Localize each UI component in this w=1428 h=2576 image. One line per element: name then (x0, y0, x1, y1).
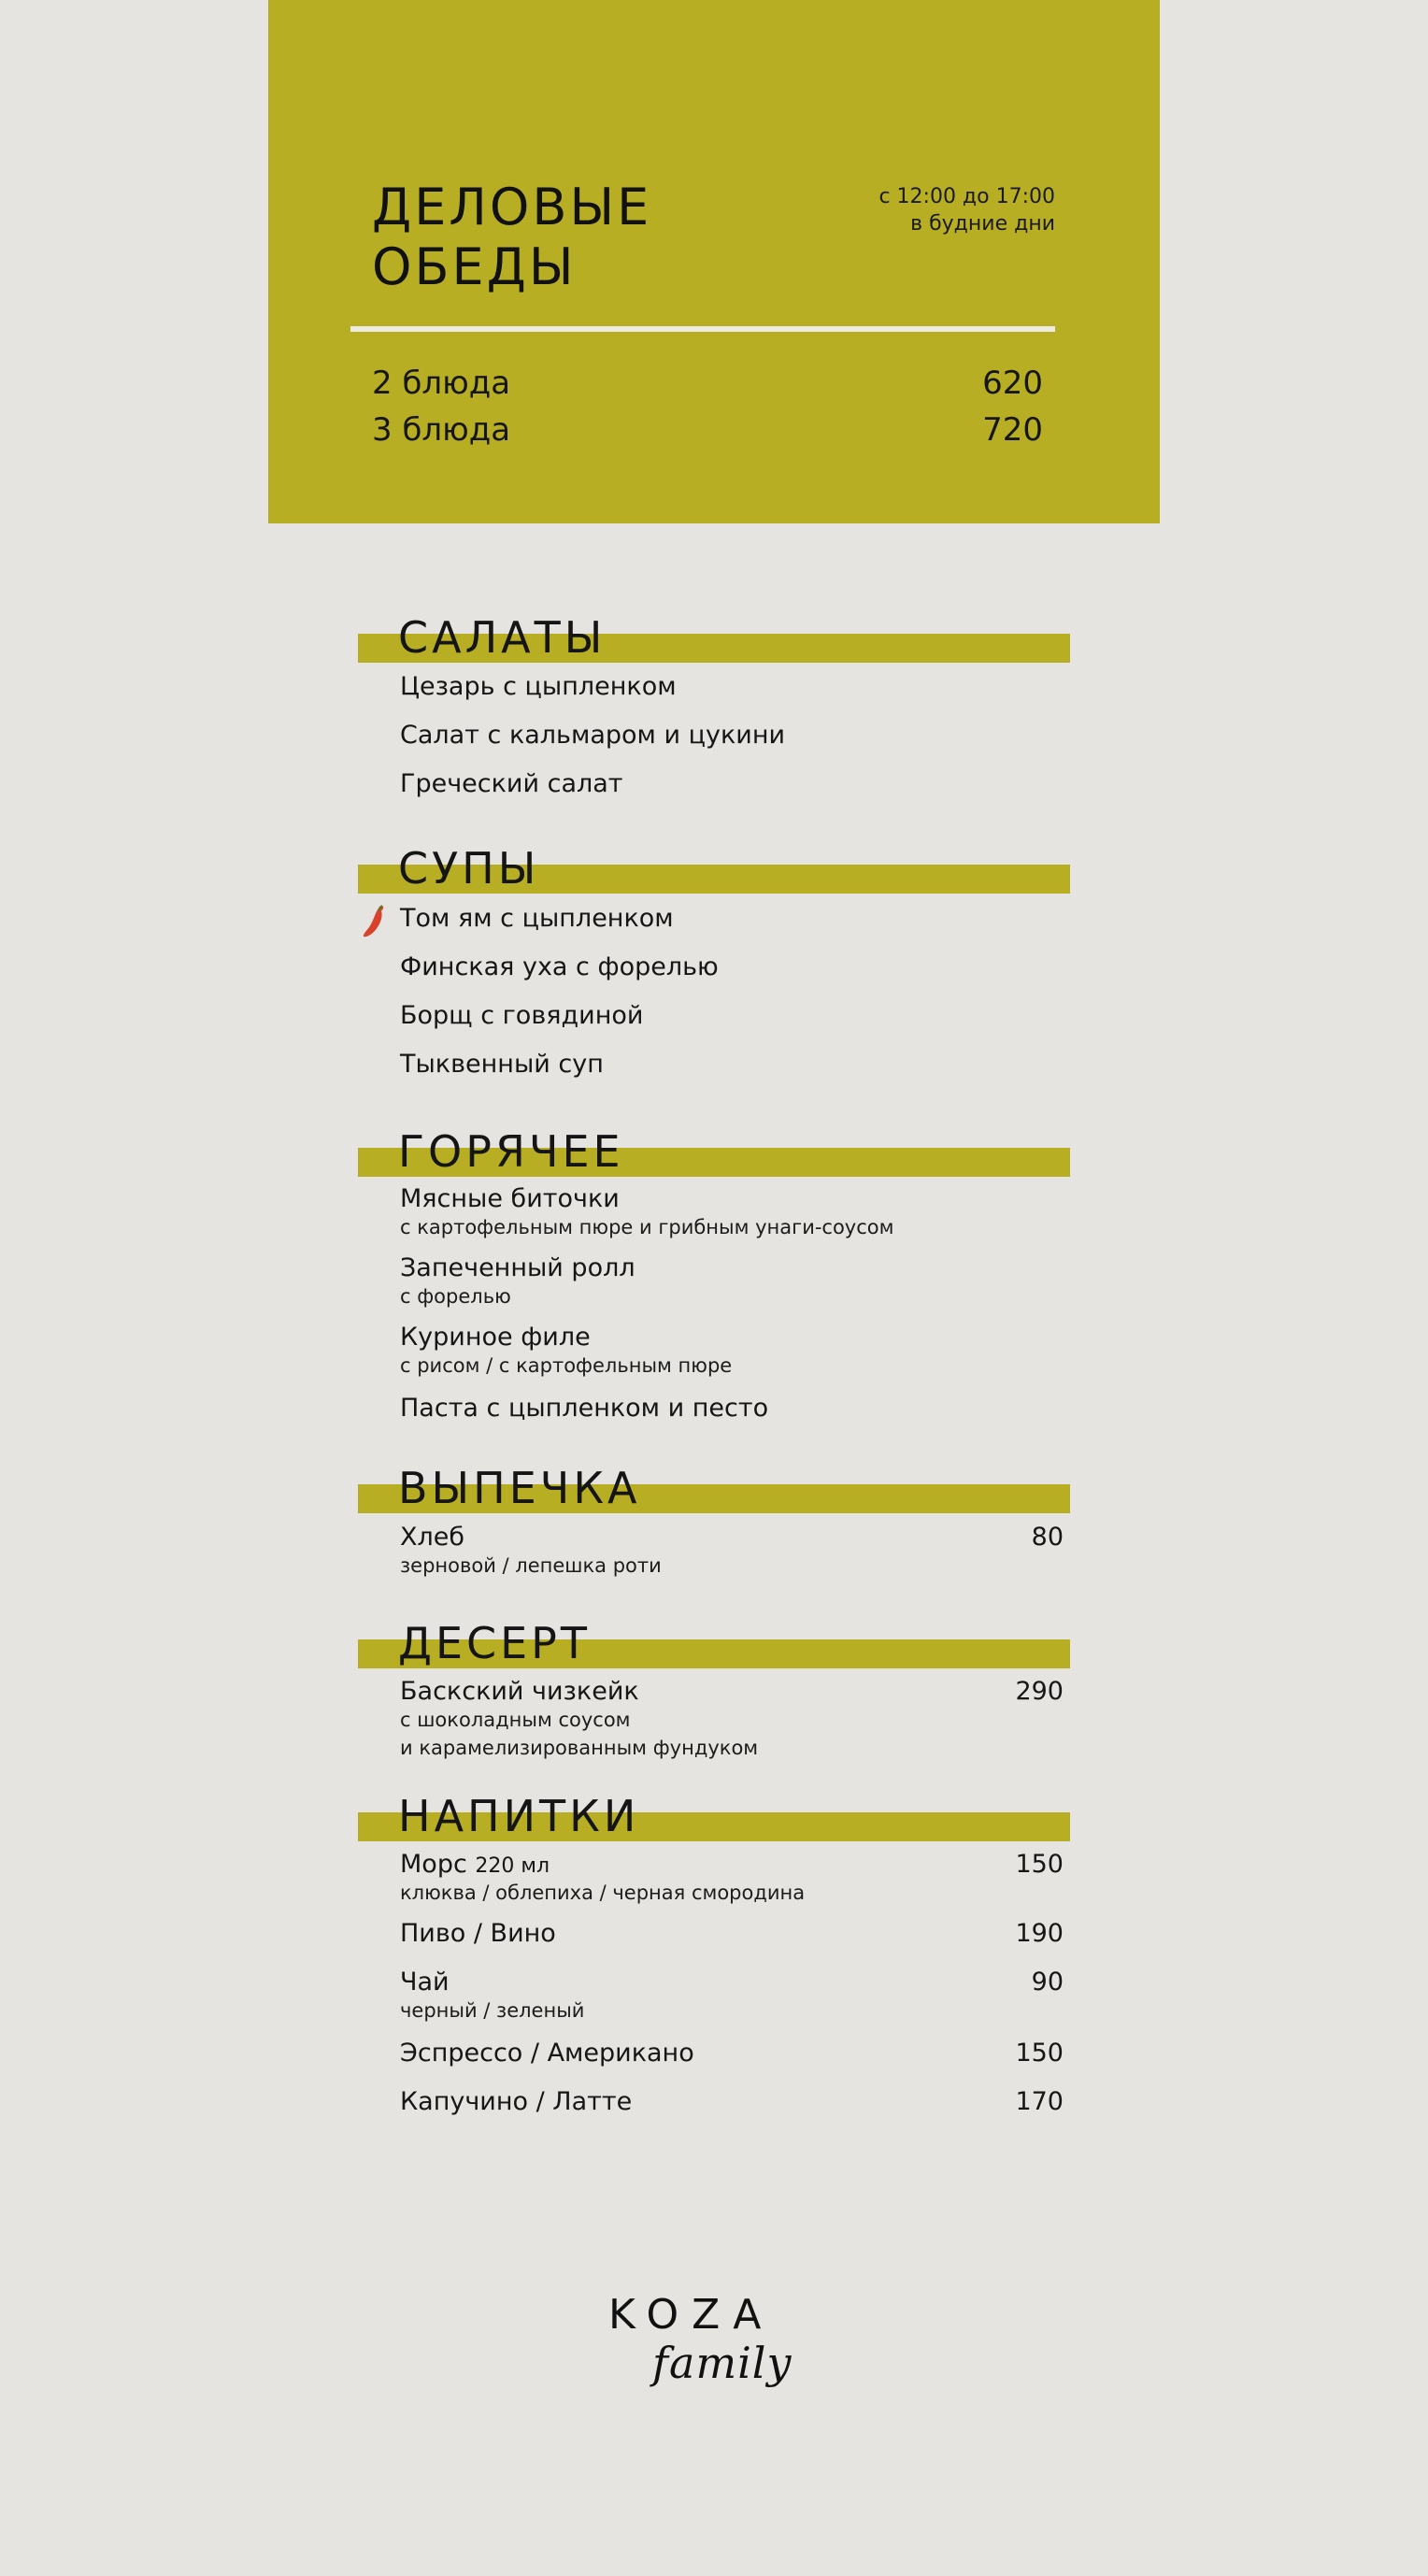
set-price: 720 (982, 411, 1043, 449)
menu-item-price: 150 (1015, 1850, 1064, 1879)
menu-item-price: 290 (1015, 1677, 1064, 1706)
logo-script: family (652, 2338, 793, 2388)
section-title-dessert: ДЕСЕРТ (398, 1618, 592, 1668)
menu-item-desc: клюква / облепиха / черная смородина (400, 1882, 806, 1904)
section-title-soups: СУПЫ (398, 843, 540, 894)
chili-pepper-icon (361, 903, 387, 940)
header-title: ДЕЛОВЫЕ ОБЕДЫ (372, 178, 652, 296)
menu-item-desc: с рисом / с картофельным пюре (400, 1354, 733, 1377)
menu-item: Баскский чизкейк (400, 1677, 639, 1706)
menu-item-desc: с картофельным пюре и грибным унаги-соусом (400, 1216, 894, 1238)
menu-item-desc: с шоколадным соусом и карамелизированным фундуком (400, 1709, 759, 1759)
header-divider (350, 326, 1055, 332)
menu-item-desc: зерновой / лепешка роти (400, 1554, 662, 1577)
menu-item: Финская уха с форелью (400, 952, 719, 981)
menu-item-desc: черный / зеленый (400, 1999, 585, 2022)
menu-item-price: 90 (1031, 1968, 1064, 1996)
set-label: 2 блюда (372, 365, 511, 402)
section-title-salads: САЛАТЫ (398, 612, 607, 663)
menu-item: Борщ с говядиной (400, 1001, 644, 1030)
menu-item: Салат с кальмаром и цукини (400, 721, 786, 750)
header-hours: с 12:00 до 17:00 в будние дни (878, 185, 1055, 236)
menu-item: Хлеб (400, 1523, 465, 1552)
set-row-3 (372, 409, 1043, 451)
menu-item: Куриное филе (400, 1323, 591, 1352)
menu-item-desc: с форелью (400, 1285, 511, 1308)
menu-item: Пиво / Вино (400, 1919, 556, 1948)
section-title-drinks: НАПИТКИ (398, 1791, 640, 1841)
menu-item: Запеченный ролл (400, 1253, 635, 1282)
menu-item-volume: 220 мл (475, 1854, 550, 1878)
menu-item-price: 80 (1031, 1523, 1064, 1552)
menu-item-price: 190 (1015, 1919, 1064, 1948)
menu-item-price: 170 (1015, 2087, 1064, 2116)
set-price: 620 (982, 365, 1043, 402)
menu-item: Греческий салат (400, 769, 623, 798)
set-label: 3 блюда (372, 411, 511, 449)
menu-item: Чай (400, 1968, 450, 1996)
set-row-2 (372, 363, 1043, 404)
menu-item-name: Морс (400, 1850, 467, 1879)
menu-item: Паста с цыпленком и песто (400, 1394, 769, 1423)
menu-item (400, 1849, 550, 1882)
menu-item: Эспрессо / Американо (400, 2039, 694, 2068)
menu-item-price: 150 (1015, 2039, 1064, 2068)
menu-item: Цезарь с цыпленком (400, 672, 677, 701)
logo-wordmark: KOZA (608, 2291, 775, 2339)
section-title-bakery: ВЫПЕЧКА (398, 1463, 641, 1513)
section-title-hot: ГОРЯЧЕЕ (398, 1126, 624, 1177)
menu-item: Тыквенный суп (400, 1050, 604, 1079)
menu-item: Мясные биточки (400, 1184, 620, 1213)
menu-item: Капучино / Латте (400, 2087, 633, 2116)
business-lunch-header (268, 0, 1160, 523)
menu-item: Том ям с цыпленком (400, 904, 674, 933)
